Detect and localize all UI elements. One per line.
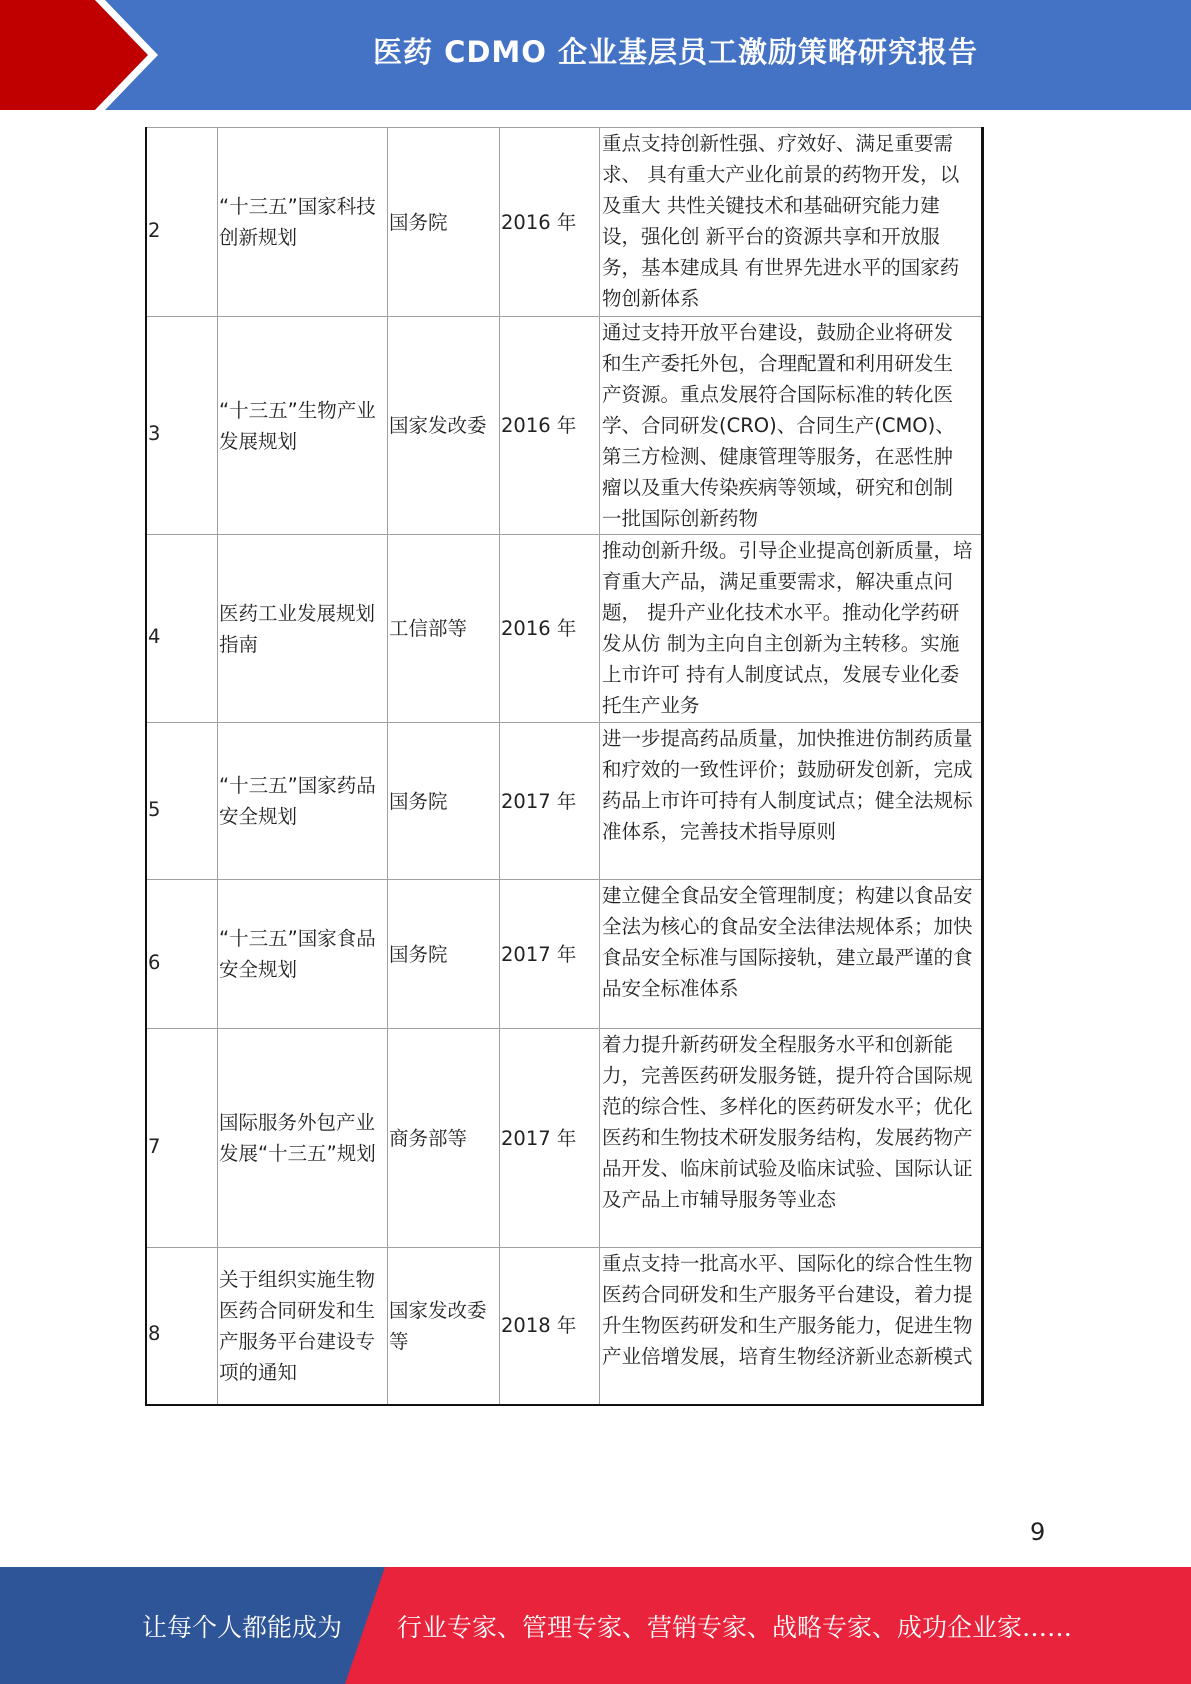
- issuing-agency-cell: [388, 1029, 500, 1248]
- policy-table: [145, 127, 984, 1406]
- footer-slogan-right: 行业专家、管理专家、营销专家、战略专家、成功企业家……: [397, 1612, 1073, 1642]
- issue-year: 2016 年: [501, 210, 577, 234]
- issuing-agency: 国务院: [389, 942, 448, 966]
- policy-description-cell: [600, 1248, 983, 1405]
- row-number: 8: [148, 1322, 161, 1346]
- issue-year-cell: [500, 128, 600, 317]
- policy-name-cell: [218, 723, 388, 880]
- policy-name-cell: [218, 535, 388, 723]
- policy-description-cell: [600, 128, 983, 317]
- issuing-agency: 国务院: [389, 210, 448, 234]
- header-chevron-decoration: [0, 0, 160, 110]
- row-number-cell: [146, 723, 218, 880]
- issue-year: 2016 年: [501, 414, 577, 437]
- row-number-cell: [146, 1248, 218, 1405]
- row-number: 5: [148, 797, 161, 821]
- policy-description-cell: [600, 317, 983, 535]
- row-number: 2: [148, 218, 161, 242]
- footer-slogan-left: 让每个人都能成为: [142, 1612, 343, 1642]
- policy-description: 重点支持一批高水平、国际化的综合性生物 医药合同研发和生产服务平台建设，着力提 升生物医药研发和生产服务能力，促进生物 产业倍增发展，培育生物经济新业态新模式: [602, 1252, 973, 1368]
- policy-description: 通过支持开放平台建设，鼓励企业将研发 和生产委托外包，合理配置和利用研发生 产资源。重点发展符合国际标准的转化医 学、合同研发(CRO)、合同生产(CMO)、 第三方检测、健康管理等服务，在恶性肿 瘤以及重大传染疾病等领域，研究和创制 一批国际创新药物: [602, 321, 955, 530]
- policy-description-cell: [600, 1029, 983, 1248]
- table-row: [146, 317, 983, 535]
- issuing-agency: 商务部等: [389, 1126, 468, 1150]
- issuing-agency-cell: [388, 535, 500, 723]
- table-row: [146, 723, 983, 880]
- table-row: [146, 880, 983, 1029]
- row-number: 4: [148, 625, 161, 648]
- report-title: 医药 CDMO 企业基层员工激励策略研究报告: [372, 34, 979, 69]
- issuing-agency-cell: [388, 317, 500, 535]
- issuing-agency-cell: [388, 1248, 500, 1405]
- policy-description-cell: [600, 880, 983, 1029]
- issue-year-cell: [500, 723, 600, 880]
- row-number: 3: [148, 422, 161, 445]
- policy-name-cell: [218, 880, 388, 1029]
- issue-year-cell: [500, 535, 600, 723]
- row-number-cell: [146, 880, 218, 1029]
- policy-name-cell: [218, 317, 388, 535]
- policy-name: “十三五”国家科技创新规划: [219, 195, 376, 249]
- issuing-agency: 国家发改委等: [389, 1298, 487, 1353]
- issuing-agency: 国家发改委: [389, 414, 487, 437]
- issuing-agency: 工信部等: [389, 617, 468, 640]
- issue-year-cell: [500, 1029, 600, 1248]
- issue-year: 2017 年: [501, 1126, 577, 1150]
- policy-description: 建立健全食品安全管理制度；构建以食品安 全法为核心的食品安全法律法规体系；加快 食品安全标准与国际接轨，建立最严谨的食 品安全标准体系: [602, 884, 973, 1000]
- policy-description: 进一步提高药品质量，加快推进仿制药质量 和疗效的一致性评价；鼓励研发创新，完成 药品上市许可持有人制度试点；健全法规标 准体系，完善技术指导原则: [602, 727, 973, 843]
- policy-name-cell: [218, 128, 388, 317]
- policy-description: 着力提升新药研发全程服务水平和创新能 力，完善医药研发服务链，提升符合国际规 范的综合性、多样化的医药研发水平；优化 医药和生物技术研发服务结构，发展药物产 品开发、临床前试验及临床试验、国际认证 及产品上市辅导服务等业态: [602, 1033, 973, 1211]
- page-header: [0, 0, 1191, 110]
- policy-description: 推动创新升级。引导企业提高创新质量，培 育重大产品，满足重要需求，解决重点问题， 提升产业化技术水平。推动化学药研发从仿 制为主向自主创新为主转移。实施上市许可 持有人制度试点，发展专业化委托生产业务: [602, 539, 973, 717]
- issue-year: 2017 年: [501, 789, 577, 813]
- issue-year: 2016 年: [501, 617, 577, 640]
- policy-name-cell: [218, 1248, 388, 1405]
- table-row: [146, 128, 983, 317]
- policy-name: “十三五”生物产业发展规划: [219, 398, 376, 453]
- table-row: [146, 1248, 983, 1405]
- issue-year-cell: [500, 1248, 600, 1405]
- issuing-agency-cell: [388, 128, 500, 317]
- row-number-cell: [146, 128, 218, 317]
- policy-name: 国际服务外包产业发展“十三五”规划: [219, 1111, 376, 1165]
- table-row: [146, 1029, 983, 1248]
- policy-name: “十三五”国家药品安全规划: [219, 774, 376, 828]
- issuing-agency-cell: [388, 880, 500, 1029]
- issuing-agency-cell: [388, 723, 500, 880]
- policy-name: “十三五”国家食品安全规划: [219, 927, 376, 981]
- policy-name: 关于组织实施生物医药合同研发和生产服务平台建设专项的通知: [219, 1267, 376, 1384]
- page-number: 9: [1030, 1518, 1046, 1546]
- row-number: 6: [148, 950, 161, 974]
- row-number-cell: [146, 535, 218, 723]
- issuing-agency: 国务院: [389, 789, 448, 813]
- row-number-cell: [146, 317, 218, 535]
- table-row: [146, 535, 983, 723]
- issue-year-cell: [500, 317, 600, 535]
- policy-name: 医药工业发展规划指南: [219, 601, 376, 656]
- page-footer: [0, 1567, 1191, 1684]
- policy-name-cell: [218, 1029, 388, 1248]
- policy-description-cell: [600, 535, 983, 723]
- row-number-cell: [146, 1029, 218, 1248]
- policy-description-cell: [600, 723, 983, 880]
- issue-year: 2018 年: [501, 1314, 577, 1338]
- row-number: 7: [148, 1134, 161, 1158]
- policy-description: 重点支持创新性强、疗效好、满足重要需求、 具有重大产业化前景的药物开发，以及重大 共性关键技术和基础研究能力建设，强化创 新平台的资源共享和开放服务，基本建成具 有世界先进水平的国家药物创新体系: [602, 132, 960, 310]
- issue-year-cell: [500, 880, 600, 1029]
- issue-year: 2017 年: [501, 942, 577, 966]
